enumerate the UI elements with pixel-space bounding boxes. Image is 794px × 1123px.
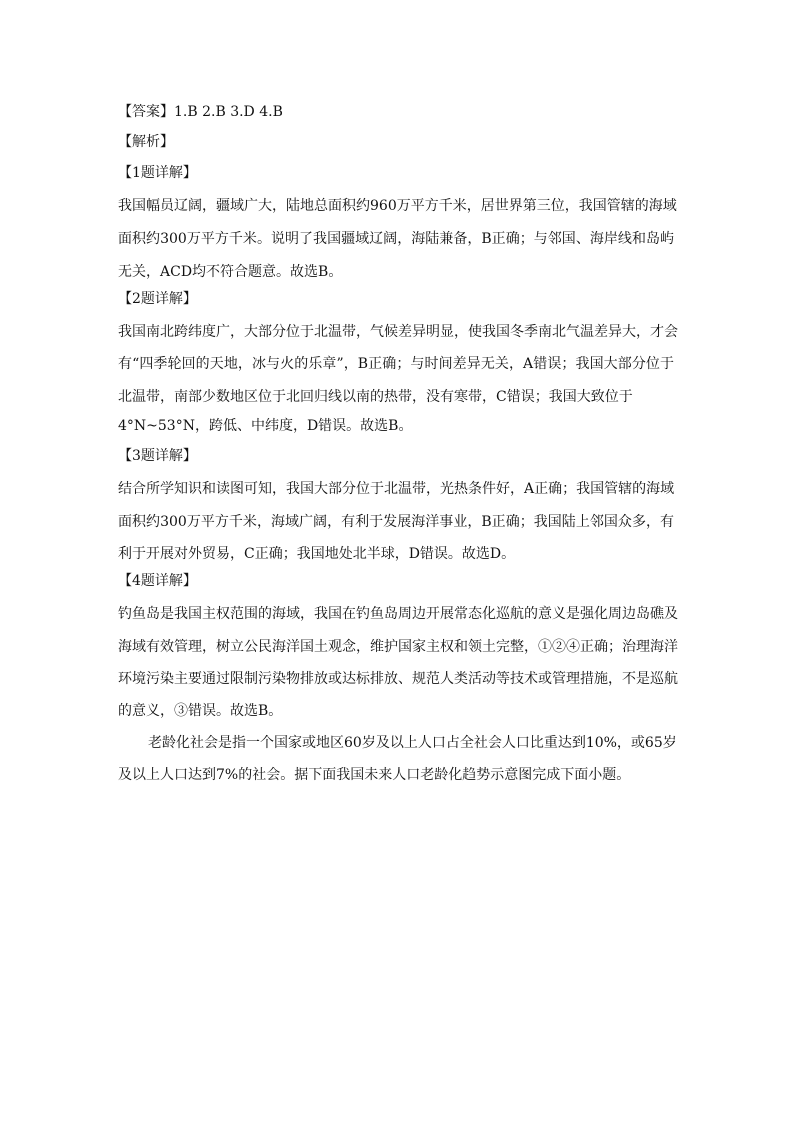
- intro-line-1: 老龄化社会是指一个国家或地区60岁及以上人口占全社会人口比重达到10%，或65岁: [148, 735, 677, 751]
- answer-line: 【答案】1.B 2.B 3.D 4.B: [118, 104, 283, 120]
- intro-line-2: 及以上人口达到7%的社会。据下面我国未来人口老龄化趋势示意图完成下面小题。: [118, 767, 631, 783]
- q4-heading: 【4题详解】: [118, 573, 197, 589]
- q1-line-3: 无关，ACD均不符合题意。故选B。: [118, 264, 343, 280]
- q2-line-1: 我国南北跨纬度广，大部分位于北温带，气候差异明显，使我国冬季南北气温差异大，才会: [118, 324, 678, 340]
- q3-heading: 【3题详解】: [118, 448, 197, 464]
- q4-line-2: 海域有效管理，树立公民海洋国土观念，维护国家主权和领土完整，①②④正确；治理海洋: [118, 639, 678, 655]
- q2-line-3: 北温带，南部少数地区位于北回归线以南的热带，没有寒带，C错误；我国大致位于: [118, 389, 633, 405]
- q4-line-3: 环境污染主要通过限制污染物排放或达标排放、规范人类活动等技术或管理措施，不是巡航: [118, 671, 678, 687]
- q3-line-3: 利于开展对外贸易，C正确；我国地处北半球，D错误。故选D。: [118, 546, 516, 562]
- q1-line-2: 面积约300万平方千米。说明了我国疆域辽阔，海陆兼备，B正确；与邻国、海岸线和岛屿: [118, 231, 674, 247]
- q3-line-2: 面积约300万平方千米，海域广阔，有利于发展海洋事业，B正确；我国陆上邻国众多，有: [118, 514, 674, 530]
- q4-line-4: 的意义，③错误。故选B。: [118, 703, 283, 719]
- q2-line-2: 有“四季轮回的天地，冰与火的乐章”，B正确；与时间差异无关，A错误；我国大部分位于: [118, 356, 674, 372]
- q2-heading: 【2题详解】: [118, 291, 197, 307]
- q1-heading: 【1题详解】: [118, 165, 197, 181]
- q2-line-4: 4°N~53°N，跨低、中纬度，D错误。故选B。: [118, 418, 413, 434]
- analysis-heading: 【解析】: [118, 134, 174, 150]
- q3-line-1: 结合所学知识和读图可知，我国大部分位于北温带，光热条件好，A正确；我国管辖的海域: [118, 481, 675, 497]
- q4-line-1: 钓鱼岛是我国主权范围的海域，我国在钓鱼岛周边开展常态化巡航的意义是强化周边岛礁及: [118, 606, 678, 622]
- q1-line-1: 我国幅员辽阔，疆域广大，陆地总面积约960万平方千米，居世界第三位，我国管辖的海域: [118, 198, 677, 214]
